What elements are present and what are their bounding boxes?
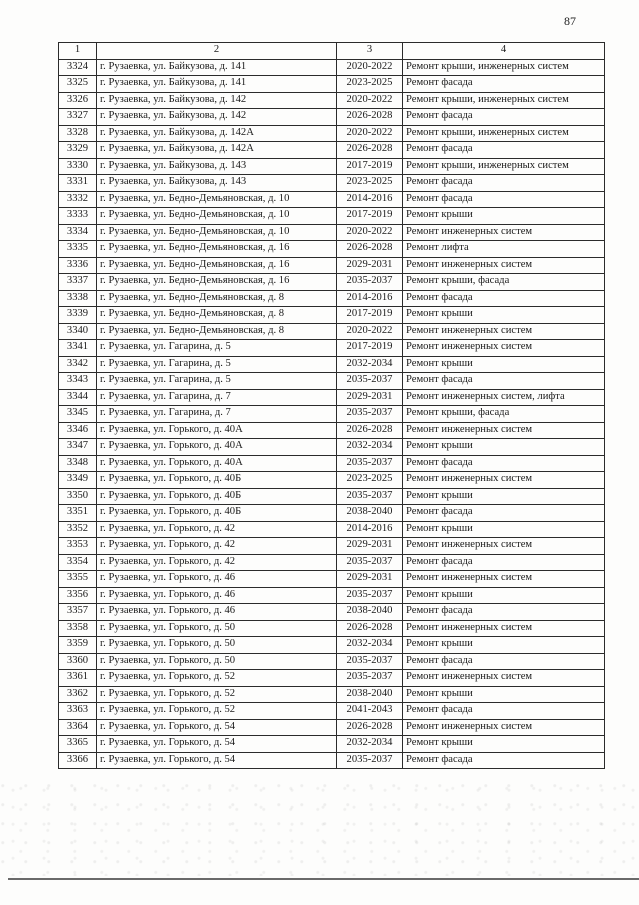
period-cell: 2014-2016 [337, 191, 403, 208]
work-type-cell: Ремонт крыши [403, 307, 605, 324]
row-number-cell: 3359 [59, 637, 97, 654]
row-number-cell: 3363 [59, 703, 97, 720]
table-header-row [59, 43, 605, 60]
address-cell: г. Рузаевка, ул. Бедно-Демьяновская, д. 8 [97, 307, 337, 324]
table-row [59, 340, 605, 357]
work-type-cell: Ремонт инженерных систем [403, 340, 605, 357]
row-number-cell: 3353 [59, 538, 97, 555]
period-cell: 2035-2037 [337, 488, 403, 505]
work-type-cell: Ремонт фасада [403, 505, 605, 522]
work-type-cell: Ремонт инженерных систем [403, 620, 605, 637]
address-cell: г. Рузаевка, ул. Горького, д. 42 [97, 521, 337, 538]
row-number-cell: 3328 [59, 125, 97, 142]
work-type-cell: Ремонт крыши, инженерных систем [403, 92, 605, 109]
address-cell: г. Рузаевка, ул. Байкузова, д. 143 [97, 158, 337, 175]
row-number-cell: 3336 [59, 257, 97, 274]
row-number-cell: 3338 [59, 290, 97, 307]
address-cell: г. Рузаевка, ул. Горького, д. 52 [97, 670, 337, 687]
column-header-address: 2 [97, 43, 337, 60]
period-cell: 2029-2031 [337, 257, 403, 274]
period-cell: 2035-2037 [337, 406, 403, 423]
period-cell: 2017-2019 [337, 340, 403, 357]
address-cell: г. Рузаевка, ул. Горького, д. 54 [97, 752, 337, 769]
work-type-cell: Ремонт инженерных систем [403, 670, 605, 687]
row-number-cell: 3361 [59, 670, 97, 687]
work-type-cell: Ремонт инженерных систем [403, 224, 605, 241]
address-cell: г. Рузаевка, ул. Горького, д. 42 [97, 554, 337, 571]
table-row [59, 224, 605, 241]
row-number-cell: 3327 [59, 109, 97, 126]
period-cell: 2023-2025 [337, 175, 403, 192]
work-type-cell: Ремонт крыши [403, 488, 605, 505]
row-number-cell: 3351 [59, 505, 97, 522]
row-number-cell: 3352 [59, 521, 97, 538]
table-row [59, 356, 605, 373]
row-number-cell: 3366 [59, 752, 97, 769]
table-row [59, 538, 605, 555]
work-type-cell: Ремонт крыши [403, 736, 605, 753]
address-cell: г. Рузаевка, ул. Гагарина, д. 5 [97, 373, 337, 390]
row-number-cell: 3365 [59, 736, 97, 753]
address-cell: г. Рузаевка, ул. Горького, д. 50 [97, 637, 337, 654]
row-number-cell: 3356 [59, 587, 97, 604]
address-cell: г. Рузаевка, ул. Горького, д. 52 [97, 703, 337, 720]
row-number-cell: 3354 [59, 554, 97, 571]
work-type-cell: Ремонт крыши, инженерных систем [403, 59, 605, 76]
address-cell: г. Рузаевка, ул. Горького, д. 46 [97, 587, 337, 604]
column-header-number: 1 [59, 43, 97, 60]
address-cell: г. Рузаевка, ул. Бедно-Демьяновская, д. 10 [97, 208, 337, 225]
table-row [59, 389, 605, 406]
address-cell: г. Рузаевка, ул. Горького, д. 42 [97, 538, 337, 555]
table-row [59, 109, 605, 126]
column-header-work-type: 4 [403, 43, 605, 60]
address-cell: г. Рузаевка, ул. Байкузова, д. 143 [97, 175, 337, 192]
work-type-cell: Ремонт фасада [403, 373, 605, 390]
work-type-cell: Ремонт фасада [403, 653, 605, 670]
table-row [59, 505, 605, 522]
row-number-cell: 3346 [59, 422, 97, 439]
row-number-cell: 3334 [59, 224, 97, 241]
address-cell: г. Рузаевка, ул. Бедно-Демьяновская, д. 10 [97, 191, 337, 208]
period-cell: 2038-2040 [337, 604, 403, 621]
work-type-cell: Ремонт инженерных систем [403, 472, 605, 489]
period-cell: 2014-2016 [337, 521, 403, 538]
table-row [59, 406, 605, 423]
row-number-cell: 3341 [59, 340, 97, 357]
table-row [59, 158, 605, 175]
period-cell: 2032-2034 [337, 356, 403, 373]
address-cell: г. Рузаевка, ул. Горького, д. 46 [97, 604, 337, 621]
address-cell: г. Рузаевка, ул. Горького, д. 54 [97, 736, 337, 753]
table-row [59, 373, 605, 390]
table-row [59, 653, 605, 670]
period-cell: 2035-2037 [337, 587, 403, 604]
period-cell: 2035-2037 [337, 670, 403, 687]
address-cell: г. Рузаевка, ул. Гагарина, д. 7 [97, 406, 337, 423]
table-row [59, 637, 605, 654]
address-cell: г. Рузаевка, ул. Горького, д. 40Б [97, 488, 337, 505]
table-row [59, 752, 605, 769]
row-number-cell: 3360 [59, 653, 97, 670]
table-row [59, 472, 605, 489]
row-number-cell: 3362 [59, 686, 97, 703]
table-row [59, 208, 605, 225]
period-cell: 2035-2037 [337, 455, 403, 472]
period-cell: 2032-2034 [337, 439, 403, 456]
period-cell: 2038-2040 [337, 686, 403, 703]
address-cell: г. Рузаевка, ул. Байкузова, д. 142 [97, 92, 337, 109]
address-cell: г. Рузаевка, ул. Гагарина, д. 5 [97, 340, 337, 357]
period-cell: 2020-2022 [337, 125, 403, 142]
row-number-cell: 3344 [59, 389, 97, 406]
table-row [59, 670, 605, 687]
repair-schedule-table [58, 42, 605, 769]
row-number-cell: 3343 [59, 373, 97, 390]
work-type-cell: Ремонт инженерных систем [403, 571, 605, 588]
table-row [59, 125, 605, 142]
address-cell: г. Рузаевка, ул. Горького, д. 40А [97, 422, 337, 439]
address-cell: г. Рузаевка, ул. Горького, д. 40А [97, 439, 337, 456]
work-type-cell: Ремонт фасада [403, 554, 605, 571]
address-cell: г. Рузаевка, ул. Горького, д. 52 [97, 686, 337, 703]
period-cell: 2035-2037 [337, 373, 403, 390]
period-cell: 2026-2028 [337, 142, 403, 159]
address-cell: г. Рузаевка, ул. Байкузова, д. 142 [97, 109, 337, 126]
period-cell: 2023-2025 [337, 472, 403, 489]
row-number-cell: 3333 [59, 208, 97, 225]
work-type-cell: Ремонт крыши [403, 208, 605, 225]
table-row [59, 719, 605, 736]
table-row [59, 620, 605, 637]
period-cell: 2029-2031 [337, 538, 403, 555]
address-cell: г. Рузаевка, ул. Байкузова, д. 141 [97, 76, 337, 93]
table-row [59, 323, 605, 340]
period-cell: 2032-2034 [337, 736, 403, 753]
row-number-cell: 3350 [59, 488, 97, 505]
address-cell: г. Рузаевка, ул. Горького, д. 40Б [97, 505, 337, 522]
table-row [59, 736, 605, 753]
work-type-cell: Ремонт фасада [403, 142, 605, 159]
address-cell: г. Рузаевка, ул. Бедно-Демьяновская, д. 10 [97, 224, 337, 241]
address-cell: г. Рузаевка, ул. Бедно-Демьяновская, д. 8 [97, 290, 337, 307]
row-number-cell: 3326 [59, 92, 97, 109]
address-cell: г. Рузаевка, ул. Байкузова, д. 142А [97, 142, 337, 159]
address-cell: г. Рузаевка, ул. Гагарина, д. 7 [97, 389, 337, 406]
table-row [59, 241, 605, 258]
work-type-cell: Ремонт крыши, фасада [403, 274, 605, 291]
work-type-cell: Ремонт крыши [403, 439, 605, 456]
page-number: 87 [564, 14, 576, 28]
table-row [59, 92, 605, 109]
period-cell: 2023-2025 [337, 76, 403, 93]
work-type-cell: Ремонт фасада [403, 752, 605, 769]
work-type-cell: Ремонт инженерных систем [403, 719, 605, 736]
period-cell: 2017-2019 [337, 307, 403, 324]
work-type-cell: Ремонт крыши, инженерных систем [403, 125, 605, 142]
work-type-cell: Ремонт крыши, фасада [403, 406, 605, 423]
column-header-period: 3 [337, 43, 403, 60]
row-number-cell: 3348 [59, 455, 97, 472]
row-number-cell: 3339 [59, 307, 97, 324]
row-number-cell: 3349 [59, 472, 97, 489]
table-row [59, 488, 605, 505]
period-cell: 2029-2031 [337, 389, 403, 406]
table-row [59, 554, 605, 571]
address-cell: г. Рузаевка, ул. Бедно-Демьяновская, д. 16 [97, 241, 337, 258]
table-row [59, 422, 605, 439]
row-number-cell: 3337 [59, 274, 97, 291]
page-bottom-rule [8, 878, 639, 880]
period-cell: 2026-2028 [337, 620, 403, 637]
period-cell: 2020-2022 [337, 323, 403, 340]
table-row [59, 439, 605, 456]
address-cell: г. Рузаевка, ул. Горького, д. 50 [97, 653, 337, 670]
address-cell: г. Рузаевка, ул. Бедно-Демьяновская, д. 16 [97, 257, 337, 274]
address-cell: г. Рузаевка, ул. Горького, д. 46 [97, 571, 337, 588]
period-cell: 2017-2019 [337, 158, 403, 175]
period-cell: 2017-2019 [337, 208, 403, 225]
period-cell: 2026-2028 [337, 719, 403, 736]
address-cell: г. Рузаевка, ул. Горького, д. 50 [97, 620, 337, 637]
work-type-cell: Ремонт инженерных систем [403, 323, 605, 340]
period-cell: 2035-2037 [337, 653, 403, 670]
row-number-cell: 3355 [59, 571, 97, 588]
table-row [59, 76, 605, 93]
period-cell: 2041-2043 [337, 703, 403, 720]
period-cell: 2026-2028 [337, 241, 403, 258]
table-row [59, 571, 605, 588]
period-cell: 2035-2037 [337, 274, 403, 291]
table-row [59, 290, 605, 307]
address-cell: г. Рузаевка, ул. Бедно-Демьяновская, д. 8 [97, 323, 337, 340]
table-body [59, 59, 605, 769]
row-number-cell: 3358 [59, 620, 97, 637]
address-cell: г. Рузаевка, ул. Бедно-Демьяновская, д. 16 [97, 274, 337, 291]
work-type-cell: Ремонт инженерных систем [403, 257, 605, 274]
period-cell: 2032-2034 [337, 637, 403, 654]
period-cell: 2020-2022 [337, 92, 403, 109]
row-number-cell: 3331 [59, 175, 97, 192]
row-number-cell: 3324 [59, 59, 97, 76]
period-cell: 2035-2037 [337, 554, 403, 571]
work-type-cell: Ремонт крыши [403, 356, 605, 373]
work-type-cell: Ремонт лифта [403, 241, 605, 258]
row-number-cell: 3345 [59, 406, 97, 423]
row-number-cell: 3340 [59, 323, 97, 340]
table-row [59, 307, 605, 324]
scan-noise [0, 780, 639, 876]
work-type-cell: Ремонт крыши [403, 521, 605, 538]
row-number-cell: 3325 [59, 76, 97, 93]
address-cell: г. Рузаевка, ул. Горького, д. 54 [97, 719, 337, 736]
row-number-cell: 3342 [59, 356, 97, 373]
table-row [59, 703, 605, 720]
work-type-cell: Ремонт фасада [403, 109, 605, 126]
address-cell: г. Рузаевка, ул. Горького, д. 40А [97, 455, 337, 472]
table-row [59, 521, 605, 538]
table-row [59, 175, 605, 192]
address-cell: г. Рузаевка, ул. Горького, д. 40Б [97, 472, 337, 489]
work-type-cell: Ремонт фасада [403, 703, 605, 720]
period-cell: 2020-2022 [337, 59, 403, 76]
row-number-cell: 3330 [59, 158, 97, 175]
table-row [59, 587, 605, 604]
row-number-cell: 3357 [59, 604, 97, 621]
table-row [59, 257, 605, 274]
work-type-cell: Ремонт фасада [403, 175, 605, 192]
address-cell: г. Рузаевка, ул. Байкузова, д. 142А [97, 125, 337, 142]
work-type-cell: Ремонт фасада [403, 455, 605, 472]
period-cell: 2029-2031 [337, 571, 403, 588]
table-row [59, 686, 605, 703]
table-row [59, 604, 605, 621]
address-cell: г. Рузаевка, ул. Гагарина, д. 5 [97, 356, 337, 373]
table-row [59, 191, 605, 208]
period-cell: 2026-2028 [337, 422, 403, 439]
row-number-cell: 3347 [59, 439, 97, 456]
period-cell: 2026-2028 [337, 109, 403, 126]
period-cell: 2038-2040 [337, 505, 403, 522]
period-cell: 2014-2016 [337, 290, 403, 307]
work-type-cell: Ремонт фасада [403, 76, 605, 93]
work-type-cell: Ремонт инженерных систем [403, 538, 605, 555]
work-type-cell: Ремонт крыши [403, 686, 605, 703]
table-row [59, 274, 605, 291]
row-number-cell: 3335 [59, 241, 97, 258]
row-number-cell: 3332 [59, 191, 97, 208]
table-row [59, 59, 605, 76]
work-type-cell: Ремонт крыши, инженерных систем [403, 158, 605, 175]
row-number-cell: 3329 [59, 142, 97, 159]
period-cell: 2035-2037 [337, 752, 403, 769]
work-type-cell: Ремонт крыши [403, 587, 605, 604]
period-cell: 2020-2022 [337, 224, 403, 241]
work-type-cell: Ремонт фасада [403, 191, 605, 208]
work-type-cell: Ремонт фасада [403, 604, 605, 621]
work-type-cell: Ремонт инженерных систем [403, 422, 605, 439]
work-type-cell: Ремонт крыши [403, 637, 605, 654]
table-row [59, 142, 605, 159]
work-type-cell: Ремонт фасада [403, 290, 605, 307]
work-type-cell: Ремонт инженерных систем, лифта [403, 389, 605, 406]
address-cell: г. Рузаевка, ул. Байкузова, д. 141 [97, 59, 337, 76]
row-number-cell: 3364 [59, 719, 97, 736]
table-row [59, 455, 605, 472]
